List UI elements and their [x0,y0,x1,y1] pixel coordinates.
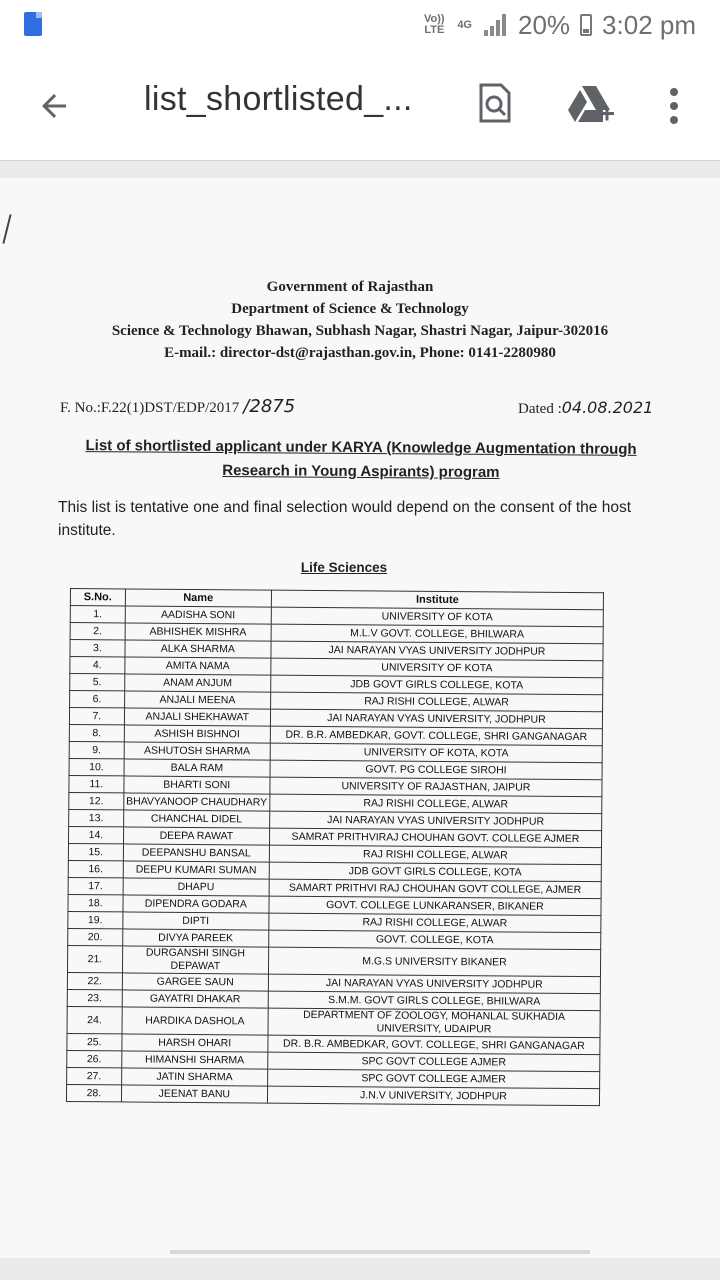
add-to-drive-icon[interactable] [568,84,616,124]
cell-institute: DR. B.R. AMBEDKAR, GOVT. COLLEGE, SHRI GANGANAGAR [268,1035,600,1055]
network-gen: 4G [457,18,472,31]
cell-institute: UNIVERSITY OF KOTA, KOTA [270,743,602,763]
cell-name: GAYATRI DHAKAR [122,990,268,1008]
cell-name: GARGEE SAUN [122,973,268,991]
document-icon [24,12,42,36]
battery-percent: 20% [518,9,571,40]
cell-sno: 27. [67,1067,122,1084]
cell-name: DURGANSHI SINGH DEPAWAT [122,946,268,974]
network-label: Vo)) LTE [424,13,445,36]
cell-sno: 20. [68,928,123,945]
applicant-table-wrapper [66,588,604,1106]
cell-institute: RAJ RISHI COLLEGE, ALWAR [269,845,601,865]
next-page-edge [170,1250,590,1254]
cell-name: BALA RAM [124,759,270,777]
cell-name: ANAM ANJUM [124,674,270,692]
cell-sno: 16. [68,860,123,877]
cell-sno: 3. [70,640,125,657]
cell-name: JATIN SHARMA [121,1068,267,1086]
cell-name: ASHUTOSH SHARMA [124,742,270,760]
cell-sno: 14. [68,826,123,843]
cell-name: JEENAT BANU [121,1085,267,1103]
cell-sno: 17. [68,877,123,894]
table-row [67,945,600,976]
tentative-note: This list is tentative one and final selection would depend on the consent of the host institute. [58,499,632,539]
document-page[interactable] [0,178,720,1258]
cell-institute: GOVT. COLLEGE LUNKARANSER, BIKANER [269,896,601,916]
cell-institute: RAJ RISHI COLLEGE, ALWAR [270,692,602,712]
cell-sno: 12. [69,792,124,809]
cell-institute: GOVT. COLLEGE, KOTA [269,930,601,950]
cell-sno: 7. [69,708,124,725]
cell-sno: 21. [67,945,122,972]
letterhead-line: Government of Rajasthan [266,279,434,295]
app-toolbar [0,50,720,161]
cell-institute: SAMART PRITHVI RAJ CHOUHAN GOVT COLLEGE, AJMER [269,879,601,899]
cell-institute: SPC GOVT COLLEGE AJMER [268,1052,600,1072]
file-number [60,396,295,417]
table-body [66,606,603,1106]
cell-institute: JDB GOVT GIRLS COLLEGE, KOTA [271,675,603,695]
cell-sno: 24. [67,1006,122,1033]
table-row [66,1084,599,1105]
cell-institute: GOVT. PG COLLEGE SIROHI [270,760,602,780]
cell-institute: UNIVERSITY OF KOTA [271,658,603,678]
dated-handwritten: 04.08.2021 [561,398,654,417]
cell-name: HARSH OHARI [122,1034,268,1052]
cell-sno: 8. [69,724,124,741]
network-indicator [421,14,447,36]
cell-sno: 13. [69,809,124,826]
cell-name: ALKA SHARMA [125,640,271,658]
document-title: list_shortlisted_... [144,80,413,118]
cell-name: ABHISHEK MISHRA [125,623,271,641]
more-vert-icon[interactable] [664,86,684,126]
dated [518,398,653,418]
cell-sno: 4. [70,657,125,674]
pen-mark [2,214,11,244]
cell-sno: 26. [67,1050,122,1067]
list-title-text: List of shortlisted applicant under KARYA (Knowledge Augmentation through Research in Young Aspirants) program [85,437,637,481]
cell-institute: M.L.V GOVT. COLLEGE, BHILWARA [271,624,603,644]
column-header-sno: S.No. [70,589,125,606]
cell-institute: JAI NARAYAN VYAS UNIVERSITY JODHPUR [271,641,603,661]
cell-name: BHARTI SONI [124,776,270,794]
cell-name: HIMANSHI SHARMA [121,1051,267,1069]
cell-sno: 22. [67,972,122,989]
status-right [421,8,696,42]
cell-institute: JAI NARAYAN VYAS UNIVERSITY JODHPUR [270,811,602,831]
cell-name: BHAVYANOOP CHAUDHARY [123,793,269,811]
cell-name: AMITA NAMA [125,657,271,675]
section-heading: Life Sciences [300,560,388,575]
cell-sno: 11. [69,775,124,792]
list-title [56,434,666,486]
file-number-handwritten: /2875 [243,396,296,417]
applicant-table [66,588,604,1106]
cell-name: ASHISH BISHNOI [124,725,270,743]
cell-sno: 23. [67,989,122,1006]
clock: 3:02 pm [602,9,696,40]
file-number-label: F. No.:F.22(1)DST/EDP/2017 [60,400,240,416]
cell-name: DEEPA RAWAT [123,827,269,845]
letterhead-line: E-mail.: director-dst@rajasthan.gov.in, Phone: 0141-2280980 [164,345,556,361]
cell-sno: 6. [70,691,125,708]
cell-institute: SAMRAT PRITHVIRAJ CHOUHAN GOVT. COLLEGE AJMER [269,828,601,848]
cell-name: AADISHA SONI [125,606,271,624]
cell-institute: JAI NARAYAN VYAS UNIVERSITY, JODHPUR [270,709,602,729]
cell-institute: J.N.V UNIVERSITY, JODHPUR [267,1086,599,1106]
cell-institute: M.G.S UNIVERSITY BIKANER [268,947,600,977]
arrow-left-icon[interactable] [36,88,72,124]
cell-institute: JDB GOVT GIRLS COLLEGE, KOTA [269,862,601,882]
cell-name: CHANCHAL DIDEL [123,810,269,828]
cell-name: HARDIKA DASHOLA [122,1007,268,1035]
dated-label: Dated : [518,401,562,417]
cell-institute: SPC GOVT COLLEGE AJMER [268,1069,600,1089]
cell-name: ANJALI MEENA [124,691,270,709]
cell-sno: 1. [70,606,125,623]
signal-icon [482,12,508,38]
letterhead [0,276,700,364]
letterhead-line: Department of Science & Technology [231,301,469,317]
letterhead-line: Science & Technology Bhawan, Subhash Nagar, Shastri Nagar, Jaipur-302016 [111,323,609,339]
cell-name: DIVYA PAREEK [122,929,268,947]
column-header-institute: Institute [271,590,603,610]
cell-institute: S.M.M. GOVT GIRLS COLLEGE, BHILWARA [268,991,600,1011]
cell-sno: 18. [68,894,123,911]
cell-institute: UNIVERSITY OF RAJASTHAN, JAIPUR [270,777,602,797]
cell-sno: 19. [68,911,123,928]
cell-sno: 10. [69,758,124,775]
battery-icon [580,14,592,36]
cell-sno: 2. [70,623,125,640]
cell-name: DHAPU [123,878,269,896]
column-header-name: Name [125,589,271,607]
cell-name: ANJALI SHEKHAWAT [124,708,270,726]
cell-sno: 15. [68,843,123,860]
cell-institute: RAJ RISHI COLLEGE, ALWAR [269,913,601,933]
cell-name: DEEPANSHU BANSAL [123,844,269,862]
cell-name: DIPTI [123,912,269,930]
cell-sno: 9. [69,741,124,758]
cell-institute: UNIVERSITY OF KOTA [271,607,603,627]
cell-sno: 28. [66,1084,121,1101]
status-bar [0,0,720,50]
cell-institute: JAI NARAYAN VYAS UNIVERSITY JODHPUR [268,974,600,994]
cell-sno: 25. [67,1033,122,1050]
cell-institute: DR. B.R. AMBEDKAR, GOVT. COLLEGE, SHRI GANGANAGAR [270,726,602,746]
table-row [67,1006,600,1037]
cell-sno: 5. [70,674,125,691]
cell-name: DEEPU KUMARI SUMAN [123,861,269,879]
cell-institute: DEPARTMENT OF ZOOLOGY, MOHANLAL SUKHADIA UNIVERSITY, UDAIPUR [268,1008,600,1038]
cell-institute: RAJ RISHI COLLEGE, ALWAR [270,794,602,814]
cell-name: DIPENDRA GODARA [123,895,269,913]
search-in-document-icon[interactable] [478,82,512,124]
